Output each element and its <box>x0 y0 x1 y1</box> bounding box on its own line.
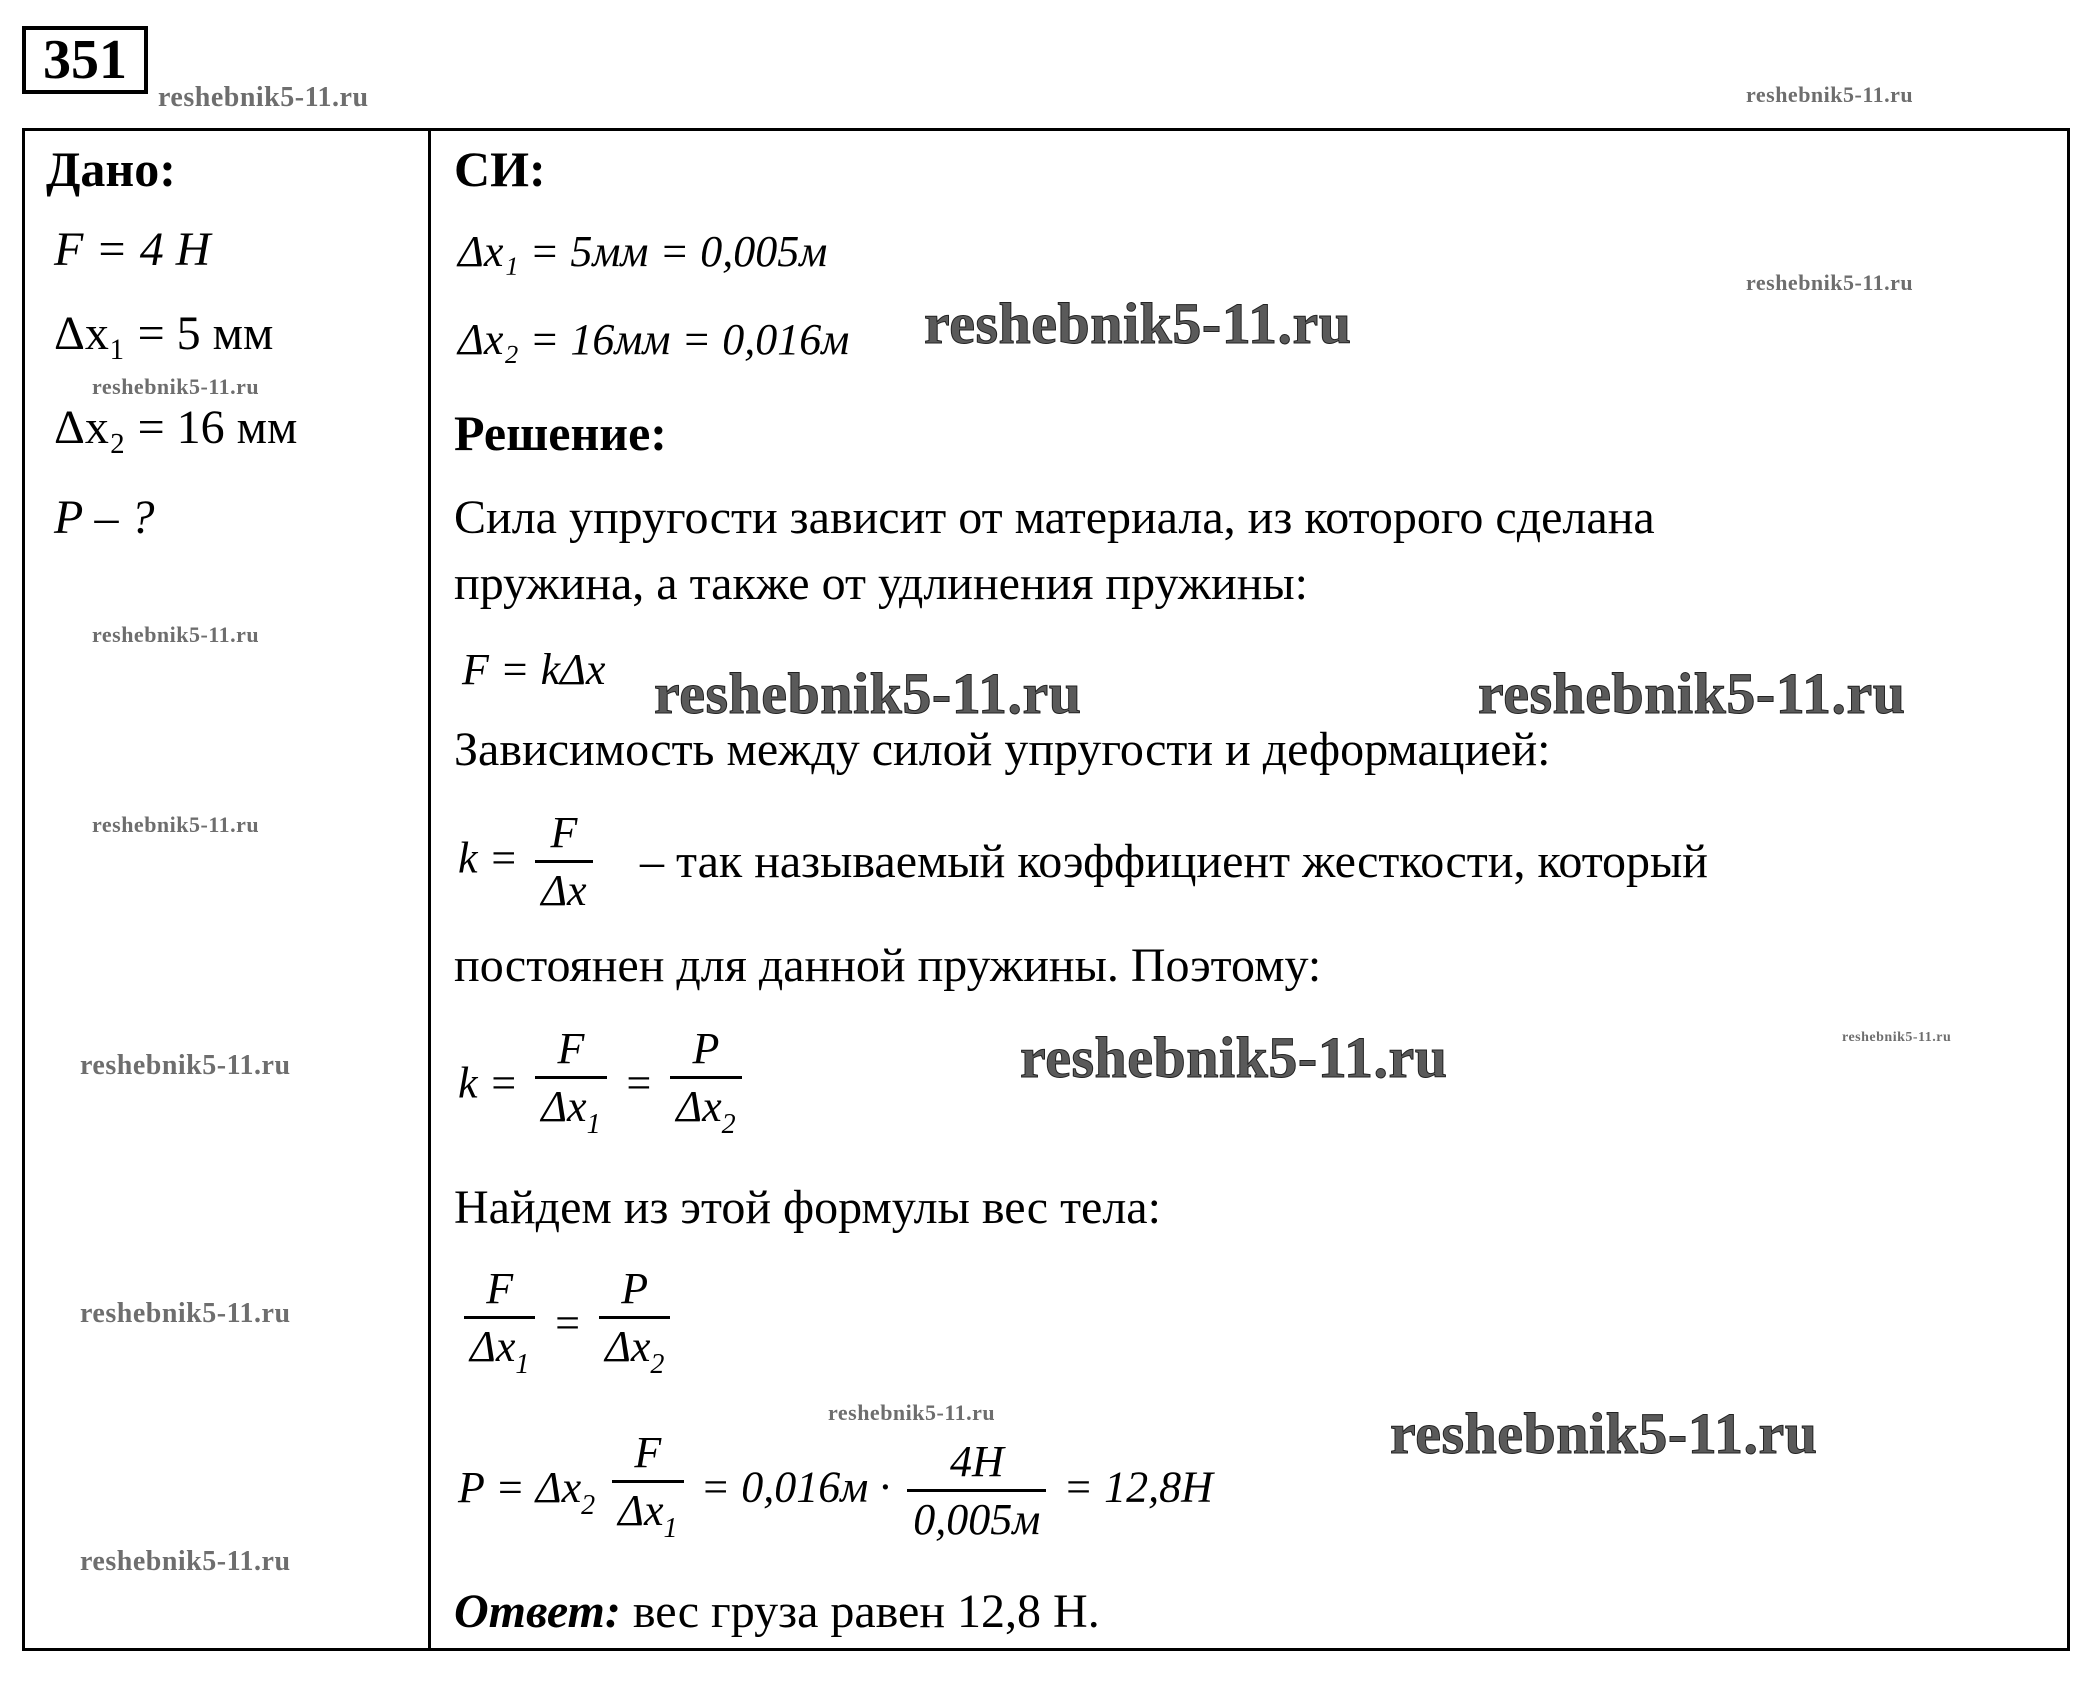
formula-ratio: k = $\frac{F}{\Delta x_1}$ = $\frac{P}{\Delta x_2}$ <box>458 1022 748 1153</box>
solution-text-3: – так называемый коэффициент жесткости, который <box>640 835 1708 888</box>
watermark: reshebnik5-11.ru <box>92 374 260 399</box>
si-dx2: Δx₂ = 16мм = 0,016м <box>458 315 850 364</box>
watermark: reshebnik5-11.ru <box>828 1400 996 1425</box>
answer-line <box>454 1584 1100 1639</box>
column-divider <box>428 128 431 1651</box>
answer-text: вес груза равен 12,8 Н. <box>632 1585 1100 1638</box>
given-force: F = 4 Н <box>54 223 211 276</box>
solution-text-1b: пружина, а также от удлинения пружины: <box>454 557 1308 610</box>
watermark: reshebnik5-11.ru <box>1746 82 1914 107</box>
formula-stiffness: k = $\frac{F}{\Delta x}$ <box>458 806 599 919</box>
watermark: reshebnik5-11.ru <box>654 661 1082 726</box>
solution-heading: Решение: <box>454 405 667 461</box>
given-dx2: Δx₂ = 16 мм <box>54 401 298 454</box>
si-heading: СИ: <box>454 141 546 197</box>
answer-label: Ответ: <box>454 1585 621 1638</box>
calc-value: 0,016м <box>741 1462 869 1512</box>
formula-calculation: $P = \Delta x_2$ $\frac{F}{\Delta x_1}$ = 0,016м · $\frac{4Н}{0,005м}$ = 12,8Н <box>458 1426 1213 1557</box>
watermark: reshebnik5-11.ru <box>80 1298 291 1329</box>
watermark: reshebnik5-11.ru <box>1746 270 1914 295</box>
si-dx1: Δx₁ = 5мм = 0,005м <box>458 227 828 276</box>
watermark: reshebnik5-11.ru <box>1390 1401 1818 1466</box>
watermark: reshebnik5-11.ru <box>92 622 260 647</box>
watermark: reshebnik5-11.ru <box>80 1546 291 1577</box>
watermark: reshebnik5-11.ru <box>80 1050 291 1081</box>
solution-text-1: Сила упругости зависит от материала, из которого сделана <box>454 491 1655 544</box>
solution-text-3b: постоянен для данной пружины. Поэтому: <box>454 939 1322 992</box>
problem-number: 351 <box>22 26 148 94</box>
solution-text-4: Найдем из этой формулы вес тела: <box>454 1181 1161 1234</box>
formula-proportion: $\frac{F}{\Delta x_1}$ = $\frac{P}{\Delta x_2}$ <box>458 1262 676 1393</box>
calc-denominator: 0,005м <box>907 1489 1046 1548</box>
watermark: reshebnik5-11.ru <box>92 812 260 837</box>
calc-result: 12,8Н <box>1104 1462 1213 1512</box>
watermark: reshebnik5-11.ru <box>924 291 1352 356</box>
given-dx1: Δx₁ = 5 мм <box>54 307 274 360</box>
solution-text-2: Зависимость между силой упругости и деформацией: <box>454 723 1551 776</box>
given-unknown: P – ? <box>54 491 155 544</box>
watermark: reshebnik5-11.ru <box>1020 1025 1448 1090</box>
formula-hooke: F = kΔx <box>462 645 606 694</box>
calc-numerator: 4Н <box>949 1437 1004 1486</box>
watermark: reshebnik5-11.ru <box>1478 661 1906 726</box>
given-heading: Дано: <box>46 141 176 197</box>
watermark: reshebnik5-11.ru <box>158 82 369 113</box>
watermark: reshebnik5-11.ru <box>1842 1030 1952 1045</box>
